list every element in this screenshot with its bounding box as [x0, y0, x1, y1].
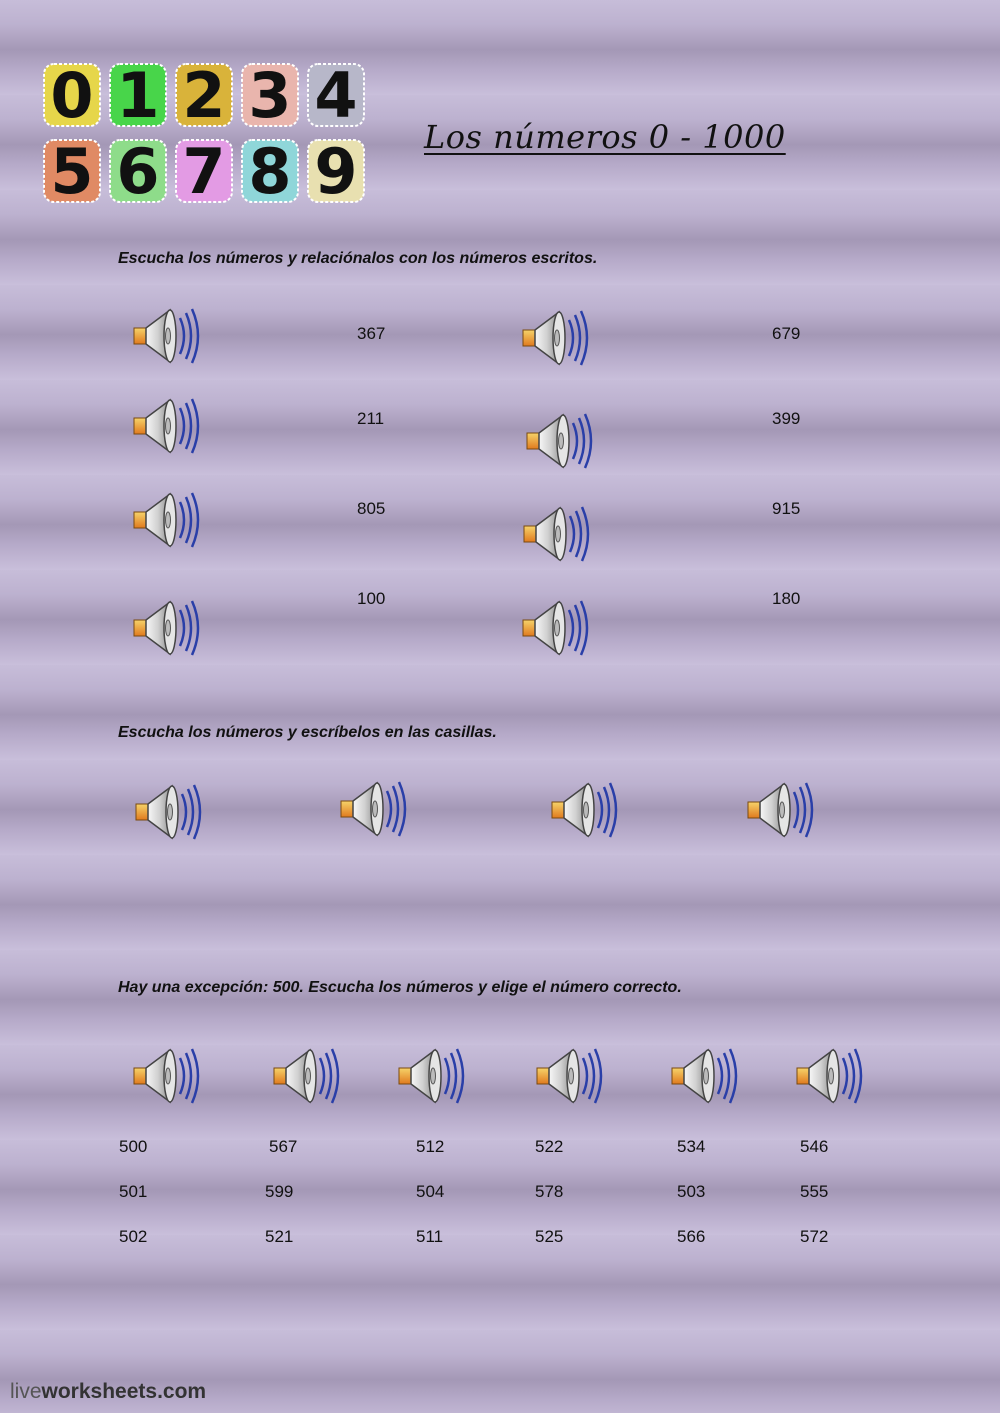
speaker-icon[interactable]	[668, 1044, 740, 1108]
choice-number[interactable]: 525	[535, 1227, 564, 1246]
speaker-icon[interactable]	[130, 1044, 202, 1108]
match-number: 367	[357, 324, 386, 343]
match-number: 399	[772, 409, 801, 428]
choice-number[interactable]: 522	[535, 1137, 564, 1156]
match-number: 100	[357, 589, 386, 608]
choice-number[interactable]: 504	[416, 1182, 445, 1201]
instruction-section-1: Escucha los números y relaciónalos con los números escritos.	[118, 250, 598, 267]
instruction-section-2: Escucha los números y escríbelos en las casillas.	[118, 724, 497, 741]
speaker-icon[interactable]	[793, 1044, 865, 1108]
choice-number[interactable]: 503	[677, 1182, 706, 1201]
match-number: 679	[772, 324, 801, 343]
choice-number[interactable]: 566	[677, 1227, 706, 1246]
choice-number[interactable]: 567	[269, 1137, 298, 1156]
header-digit: 5	[50, 135, 94, 208]
choice-number[interactable]: 521	[265, 1227, 294, 1246]
header-digit: 7	[182, 135, 226, 208]
speaker-icon[interactable]	[533, 1044, 605, 1108]
instruction-section-3: Hay una excepción: 500. Escucha los números y elige el número correcto.	[118, 979, 682, 996]
choice-number[interactable]: 555	[800, 1182, 829, 1201]
header-digit: 0	[50, 59, 94, 132]
speaker-icon[interactable]	[523, 409, 595, 473]
speaker-icon[interactable]	[744, 778, 816, 842]
speaker-icon[interactable]	[519, 306, 591, 370]
speaker-icon[interactable]	[270, 1044, 342, 1108]
header-digit: 2	[182, 59, 226, 132]
choice-number[interactable]: 599	[265, 1182, 294, 1201]
match-number: 180	[772, 589, 801, 608]
choice-number[interactable]: 546	[800, 1137, 829, 1156]
speaker-icon[interactable]	[132, 780, 204, 844]
header-digit: 8	[248, 135, 292, 208]
speaker-icon[interactable]	[130, 596, 202, 660]
choice-number[interactable]: 534	[677, 1137, 706, 1156]
match-number: 805	[357, 499, 386, 518]
header-digit: 1	[116, 59, 160, 132]
digits-header-image	[38, 58, 368, 208]
choice-number[interactable]: 502	[119, 1227, 148, 1246]
speaker-icon[interactable]	[548, 778, 620, 842]
choice-number[interactable]: 511	[416, 1227, 444, 1246]
header-digit: 4	[314, 59, 358, 132]
choice-number[interactable]: 512	[416, 1137, 445, 1156]
choice-number[interactable]: 578	[535, 1182, 564, 1201]
match-number: 211	[357, 409, 385, 428]
header-digit: 3	[248, 59, 292, 132]
choice-number[interactable]: 500	[119, 1137, 148, 1156]
header-digit: 6	[116, 135, 160, 208]
speaker-icon[interactable]	[519, 596, 591, 660]
speaker-icon[interactable]	[520, 502, 592, 566]
header-digit: 9	[314, 135, 358, 208]
speaker-icon[interactable]	[337, 777, 409, 841]
speaker-icon[interactable]	[130, 488, 202, 552]
speaker-icon[interactable]	[130, 304, 202, 368]
page-title: Los números 0 - 1000	[424, 118, 786, 156]
choice-number[interactable]: 501	[119, 1182, 148, 1201]
match-number: 915	[772, 499, 801, 518]
speaker-icon[interactable]	[395, 1044, 467, 1108]
choice-number[interactable]: 572	[800, 1227, 829, 1246]
speaker-icon[interactable]	[130, 394, 202, 458]
liveworksheets-logo: liveworksheets.com	[10, 1380, 207, 1403]
